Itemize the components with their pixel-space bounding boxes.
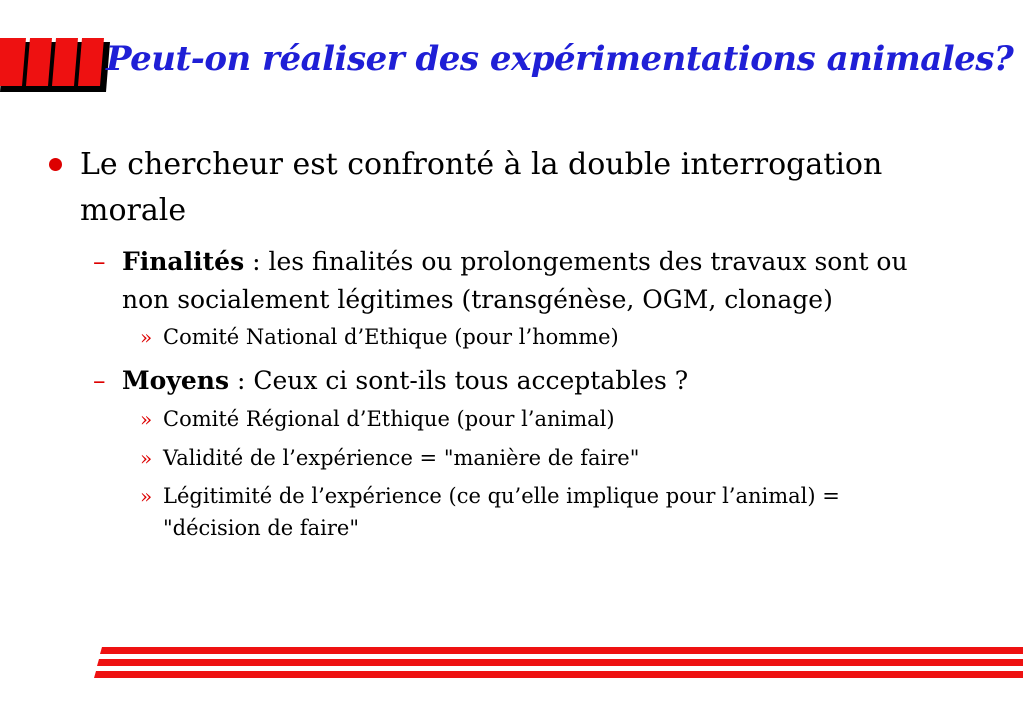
logo-red-bar-1 — [0, 38, 26, 86]
stripe-3 — [94, 671, 1023, 678]
raquo-marker: » — [140, 484, 153, 508]
bullet-moyens — [122, 362, 962, 400]
slide-title: Peut-on réaliser des expérimentations animales? — [106, 39, 1014, 79]
dash-marker: – — [93, 366, 106, 395]
bullet-comite-regional: Comité Régional d’Ethique (pour l’animal) — [163, 407, 615, 431]
stripe-1 — [100, 647, 1023, 654]
raquo-marker: » — [140, 325, 153, 349]
logo-red-bar-4 — [78, 38, 104, 86]
bullet-finalites-text: : les finalités ou prolongements des travaux sont ou non socialement légitimes (transgénèse, OGM, clonage) — [122, 247, 908, 314]
bullet-finalites-bold: Finalités — [122, 247, 245, 276]
bullet-legitimite: Légitimité de l’expérience (ce qu’elle implique pour l’animal) = "décision de faire" — [163, 484, 840, 540]
bullet-level1-text: Le chercheur est confronté à la double interrogation morale — [80, 147, 883, 228]
bullet-validite: Validité de l’expérience = "manière de faire" — [163, 446, 640, 470]
logo-red-bar-2 — [26, 38, 52, 86]
bullet-dot-icon — [49, 158, 62, 171]
raquo-marker: » — [140, 446, 153, 470]
logo-red-bar-3 — [52, 38, 78, 86]
bullet-comite-national: Comité National d’Ethique (pour l’homme) — [163, 325, 619, 349]
red-slanted-bars-logo — [0, 38, 110, 92]
bullet-finalites — [122, 243, 962, 319]
stripe-2 — [97, 659, 1023, 666]
dash-marker: – — [93, 247, 106, 276]
logo-bar-group — [0, 38, 110, 92]
red-stripes-decoration — [0, 640, 1023, 690]
bullet-moyens-text: : Ceux ci sont-ils tous acceptables ? — [229, 366, 689, 395]
raquo-marker: » — [140, 407, 153, 431]
bullet-moyens-bold: Moyens — [122, 366, 230, 395]
